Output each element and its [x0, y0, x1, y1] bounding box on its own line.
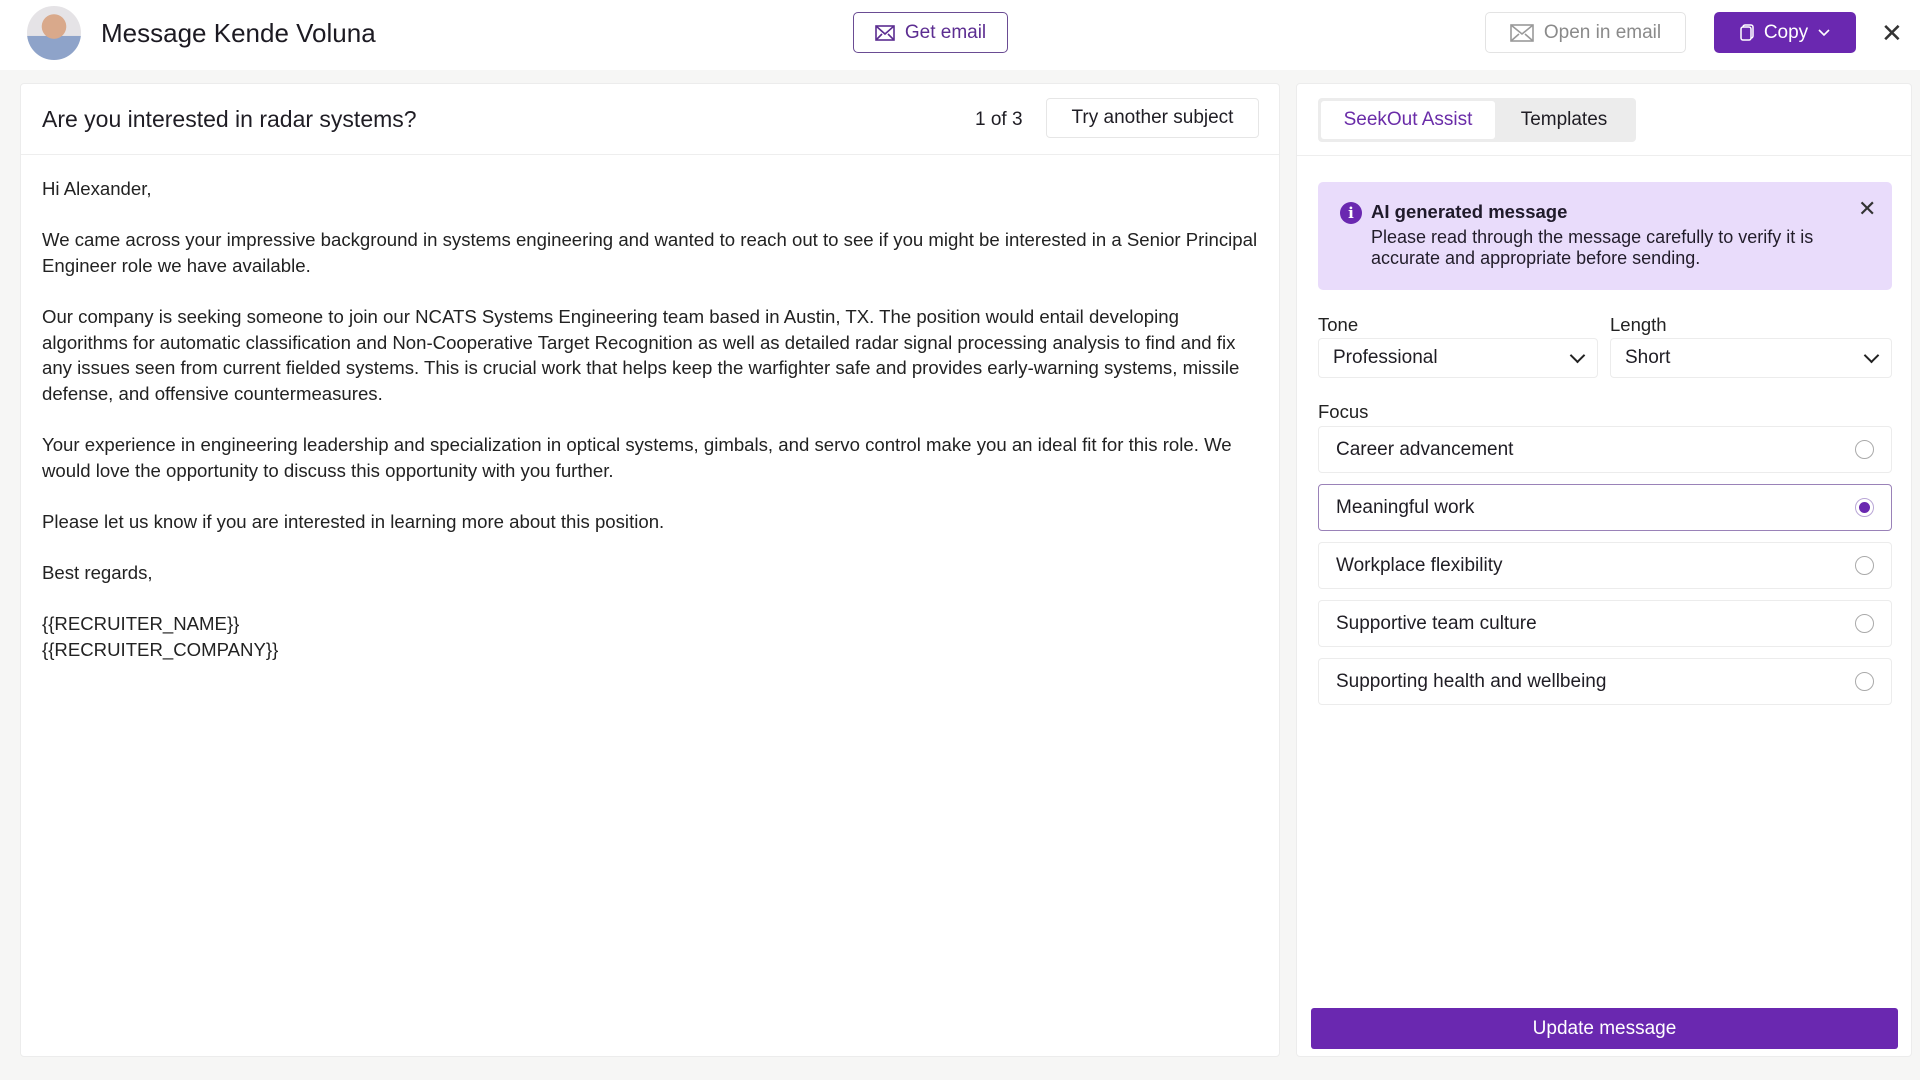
radio-button[interactable]: [1855, 556, 1874, 575]
envelope-icon: [875, 25, 895, 41]
focus-option[interactable]: [1318, 658, 1892, 705]
message-paragraph: Hi Alexander,: [42, 178, 152, 199]
radio-button[interactable]: [1855, 498, 1874, 517]
page-title: Message Kende Voluna: [101, 18, 376, 48]
length-select[interactable]: [1610, 338, 1892, 378]
focus-option-label: Supporting health and wellbeing: [1336, 670, 1607, 692]
close-icon[interactable]: ✕: [1858, 196, 1877, 221]
tone-value: Professional: [1333, 347, 1438, 368]
assist-panel: [1296, 83, 1912, 1057]
update-message-button[interactable]: Update message: [1311, 1008, 1898, 1049]
subject-row: [21, 84, 1279, 155]
get-email-label: Get email: [904, 21, 987, 43]
tab-seekout-assist[interactable]: SeekOut Assist: [1321, 101, 1495, 139]
message-paragraph: Best regards,: [42, 561, 153, 583]
message-paragraph: Your experience in engineering leadership and specialization in optical systems, gimbals, and servo control make you an ideal fit for this role. We would love the opportunity to discuss this opportunity with you further.: [42, 433, 1232, 481]
length-label: Length: [1610, 314, 1667, 335]
focus-option-label: Supportive team culture: [1336, 612, 1537, 634]
info-icon: i: [1340, 202, 1362, 224]
copy-label: Copy: [1763, 21, 1809, 43]
focus-option[interactable]: [1318, 600, 1892, 647]
focus-option-label: Meaningful work: [1336, 496, 1475, 518]
get-email-button[interactable]: [853, 12, 1008, 53]
chevron-down-icon: [1864, 347, 1880, 363]
alert-title: AI generated message: [1371, 201, 1568, 222]
message-paragraph: We came across your impressive background in systems engineering and wanted to reach out to see if you might be interested in a Senior Principal Engineer role we have available.: [42, 229, 1258, 276]
subject-line[interactable]: Are you interested in radar systems?: [42, 106, 417, 132]
try-another-subject-button[interactable]: Try another subject: [1046, 98, 1259, 138]
message-body[interactable]: [42, 176, 1267, 662]
focus-option-label: Workplace flexibility: [1336, 554, 1503, 576]
subject-count: 1 of 3: [975, 109, 1023, 130]
copy-button[interactable]: [1714, 12, 1856, 53]
focus-option[interactable]: [1318, 542, 1892, 589]
focus-option[interactable]: [1318, 484, 1892, 531]
message-panel: [20, 83, 1280, 1057]
message-paragraph: Please let us know if you are interested in learning more about this position.: [42, 510, 665, 532]
tab-templates[interactable]: Templates: [1520, 109, 1608, 130]
open-in-email-button[interactable]: [1485, 12, 1686, 53]
chevron-down-icon: [1818, 29, 1830, 37]
divider: [1297, 155, 1911, 156]
open-in-email-label: Open in email: [1543, 21, 1662, 43]
signature-name: {{RECRUITER_NAME}}: [42, 613, 240, 635]
focus-option[interactable]: [1318, 426, 1892, 473]
focus-option-label: Career advancement: [1336, 438, 1514, 460]
copy-icon: [1740, 24, 1754, 41]
tab-bar: [1318, 98, 1636, 142]
tone-label: Tone: [1318, 314, 1359, 335]
avatar: [27, 6, 81, 60]
header: [0, 0, 1920, 70]
envelope-icon: [1510, 24, 1534, 42]
close-icon[interactable]: ✕: [1881, 18, 1903, 48]
radio-button[interactable]: [1855, 440, 1874, 459]
focus-label: Focus: [1318, 401, 1369, 422]
length-value: Short: [1625, 347, 1671, 368]
radio-button[interactable]: [1855, 614, 1874, 633]
alert-text: Please read through the message carefully to verify it is accurate and appropriate before sending.: [1371, 227, 1814, 268]
ai-alert: [1318, 182, 1892, 290]
message-paragraph: Our company is seeking someone to join our NCATS Systems Engineering team based in Austin, TX. The position would entail developing algorithms for automatic classification and Non-Cooperative Target Recognition as well as detailed radar signal processing analysis to find and fix any issues seen from current fielded systems. This is crucial work that helps keep the warfighter safe and provides early-warning systems, missile defense, and offensive countermeasures.: [42, 305, 1240, 404]
tone-select[interactable]: [1318, 338, 1598, 378]
chevron-down-icon: [1570, 347, 1586, 363]
signature-company: {{RECRUITER_COMPANY}}: [42, 638, 279, 660]
radio-button[interactable]: [1855, 672, 1874, 691]
